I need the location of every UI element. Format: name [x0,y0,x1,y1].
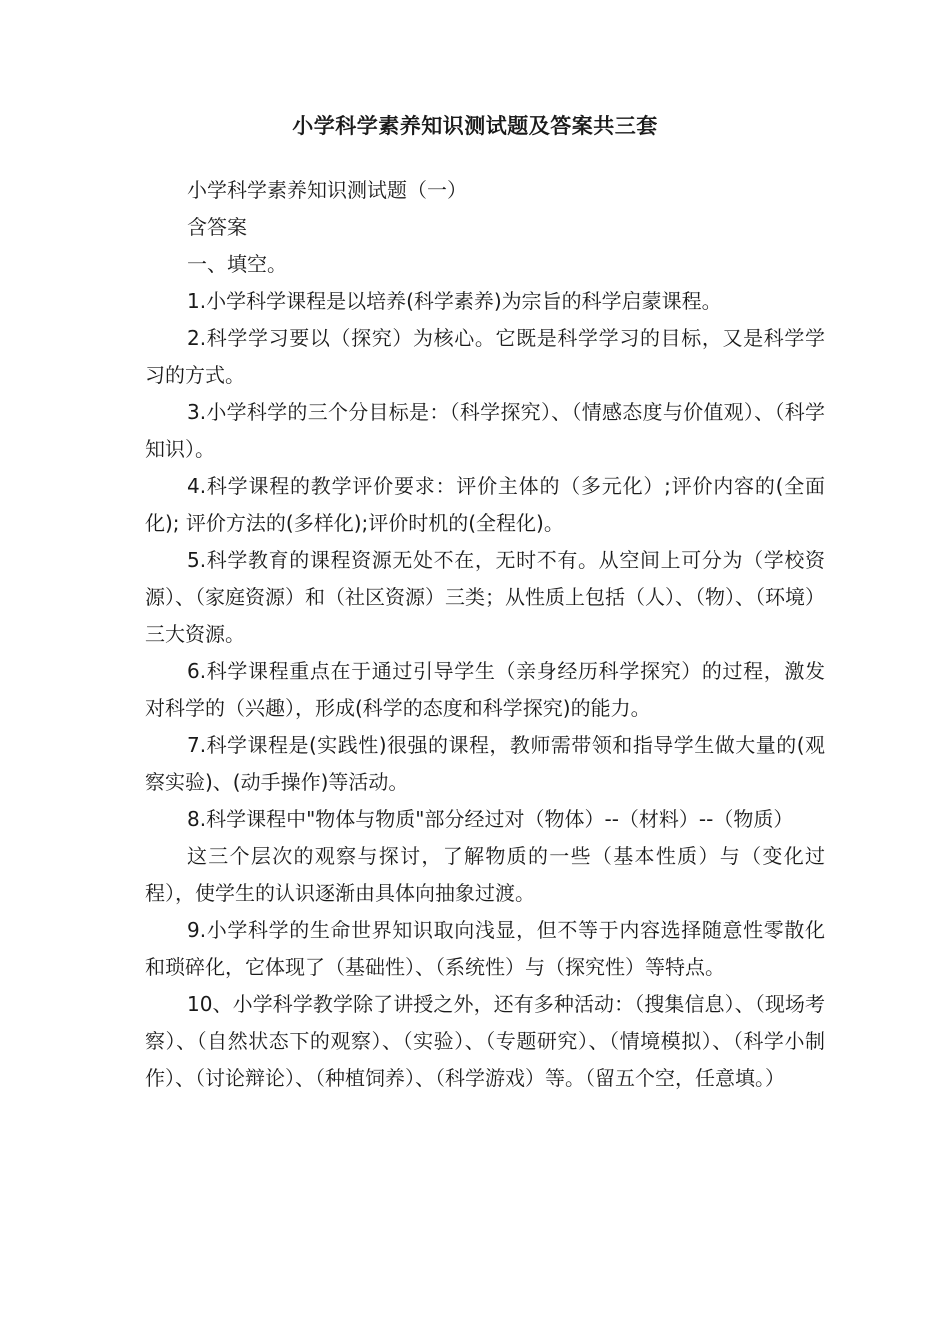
question-8: 8.科学课程中"物体与物质"部分经过对（物体）--（材料）--（物质） [187,807,794,831]
document-title: 小学科学素养知识测试题及答案共三套 [292,114,658,138]
question-6: 6.科学课程重点在于通过引导学生（亲身经历科学探究）的过程，激发对科学的（兴趣），形成(科学的态度和科学探究)的能力。 [145,659,825,720]
question-5: 5.科学教育的课程资源无处不在，无时不有。从空间上可分为（学校资源）、（家庭资源）和（社区资源）三类；从性质上包括（人）、（物）、（环境）三大资源。 [145,548,825,646]
question-8-continued: 这三个层次的观察与探讨，了解物质的一些（基本性质）与（变化过程），使学生的认识逐渐由具体向抽象过渡。 [145,844,825,905]
question-4: 4.科学课程的教学评价要求：评价主体的（多元化）;评价内容的(全面化); 评价方法的(多样化);评价时机的(全程化)。 [145,474,825,535]
subtitle-line: 小学科学素养知识测试题（一） [187,178,467,202]
question-2: 2.科学学习要以（探究）为核心。它既是科学学习的目标，又是科学学习的方式。 [145,326,825,387]
answer-note: 含答案 [187,215,247,239]
question-10: 10、小学科学教学除了讲授之外，还有多种活动：（搜集信息）、（现场考察）、（自然状态下的观察）、（实验）、（专题研究）、（情境模拟）、（科学小制作）、（讨论辩论）、（种植饲养）、（科学游戏）等。（留五个空，任意填。） [145,992,825,1090]
question-7: 7.科学课程是(实践性)很强的课程，教师需带领和指导学生做大量的(观察实验)、(动手操作)等活动。 [145,733,825,794]
question-9: 9.小学科学的生命世界知识取向浅显，但不等于内容选择随意性零散化和琐碎化，它体现了（基础性）、（系统性）与（探究性）等特点。 [145,918,825,979]
question-1: 1.小学科学课程是以培养(科学素养)为宗旨的科学启蒙课程。 [187,289,722,313]
document-body [145,172,825,1097]
section-heading: 一、填空。 [187,252,287,276]
question-3: 3.小学科学的三个分目标是：（科学探究）、（情感态度与价值观）、（科学知识）。 [145,400,825,461]
